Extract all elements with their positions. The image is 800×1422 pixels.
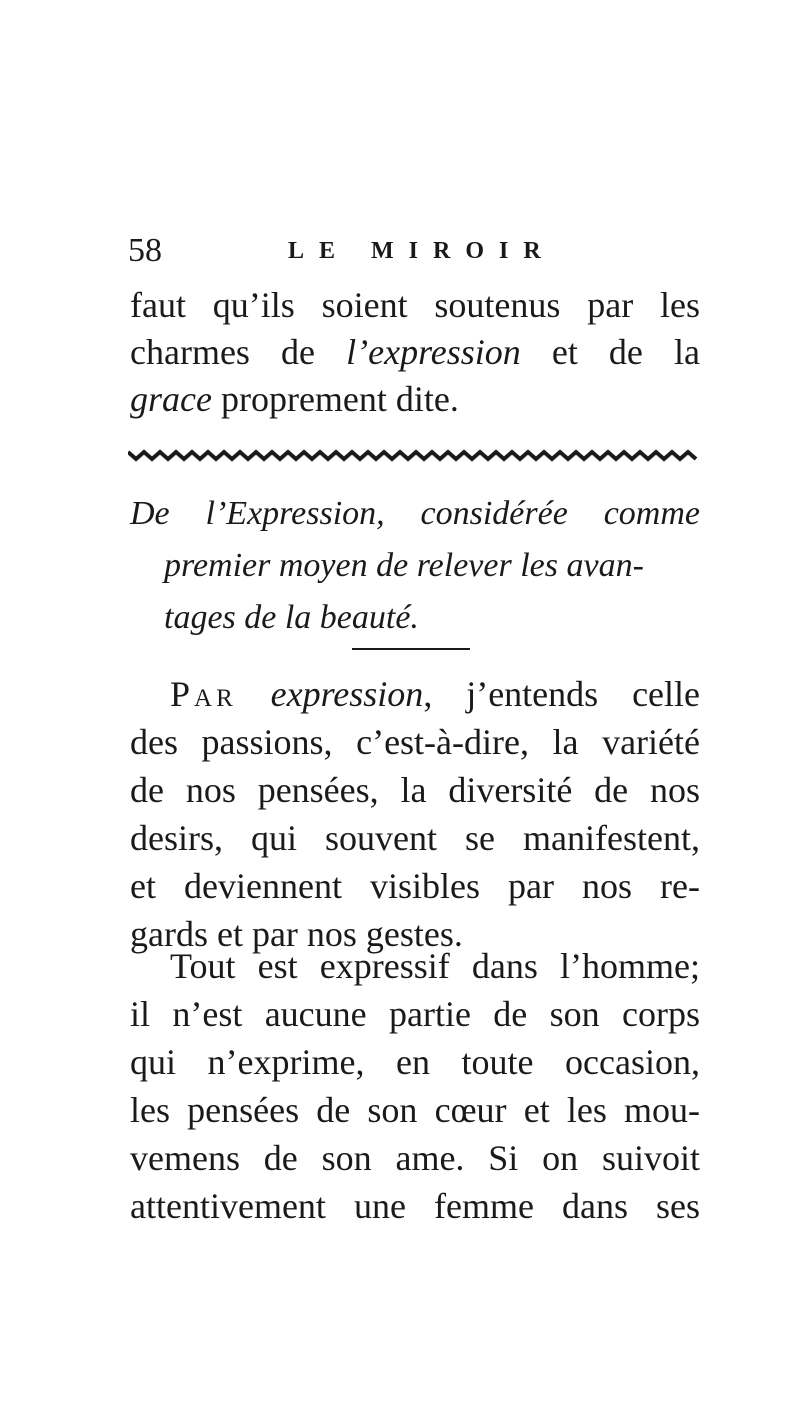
- text-line: les pensées de son cœur et les mou-: [130, 1090, 700, 1130]
- text-line: gards et par nos gestes.: [130, 914, 463, 954]
- text-line: qui n’exprime, en toute occasion,: [130, 1042, 700, 1082]
- text-line: et deviennent visibles par nos re-: [130, 866, 700, 906]
- heading-line: tages de la beauté.: [164, 599, 419, 636]
- text-line: il n’est aucune partie de son corps: [130, 994, 700, 1034]
- text-line: vemens de son ame. Si on suivoit: [130, 1138, 700, 1178]
- text-line: charmes de l’expression et de la: [130, 332, 700, 372]
- running-title: LE MIROIR: [288, 238, 556, 264]
- page-header: [128, 232, 698, 276]
- section-heading: [130, 488, 700, 644]
- text-line: grace proprement dite.: [130, 379, 459, 419]
- page-number: 58: [128, 232, 162, 269]
- paragraph-2: [130, 942, 700, 1230]
- text-line: faut qu’ils soient soutenus par les: [130, 285, 700, 325]
- intro-paragraph: [130, 282, 700, 423]
- text-line: de nos pensées, la diversité de nos: [130, 770, 700, 810]
- text-line: attentivement une femme dans ses: [130, 1186, 700, 1226]
- section-divider: [352, 648, 470, 650]
- wavy-ornament-rule-icon: [128, 448, 698, 462]
- text-line: desirs, qui souvent se manifestent,: [130, 818, 700, 858]
- text-line: Par expression, j’entends celle: [170, 674, 701, 714]
- text-line: des passions, c’est-à-dire, la variété: [130, 722, 700, 762]
- paragraph-1: [130, 670, 700, 958]
- heading-line: De l’Expression, considérée comme: [130, 495, 700, 532]
- text-line: Tout est expressif dans l’homme;: [170, 946, 700, 986]
- heading-line: premier moyen de relever les avan-: [164, 547, 644, 584]
